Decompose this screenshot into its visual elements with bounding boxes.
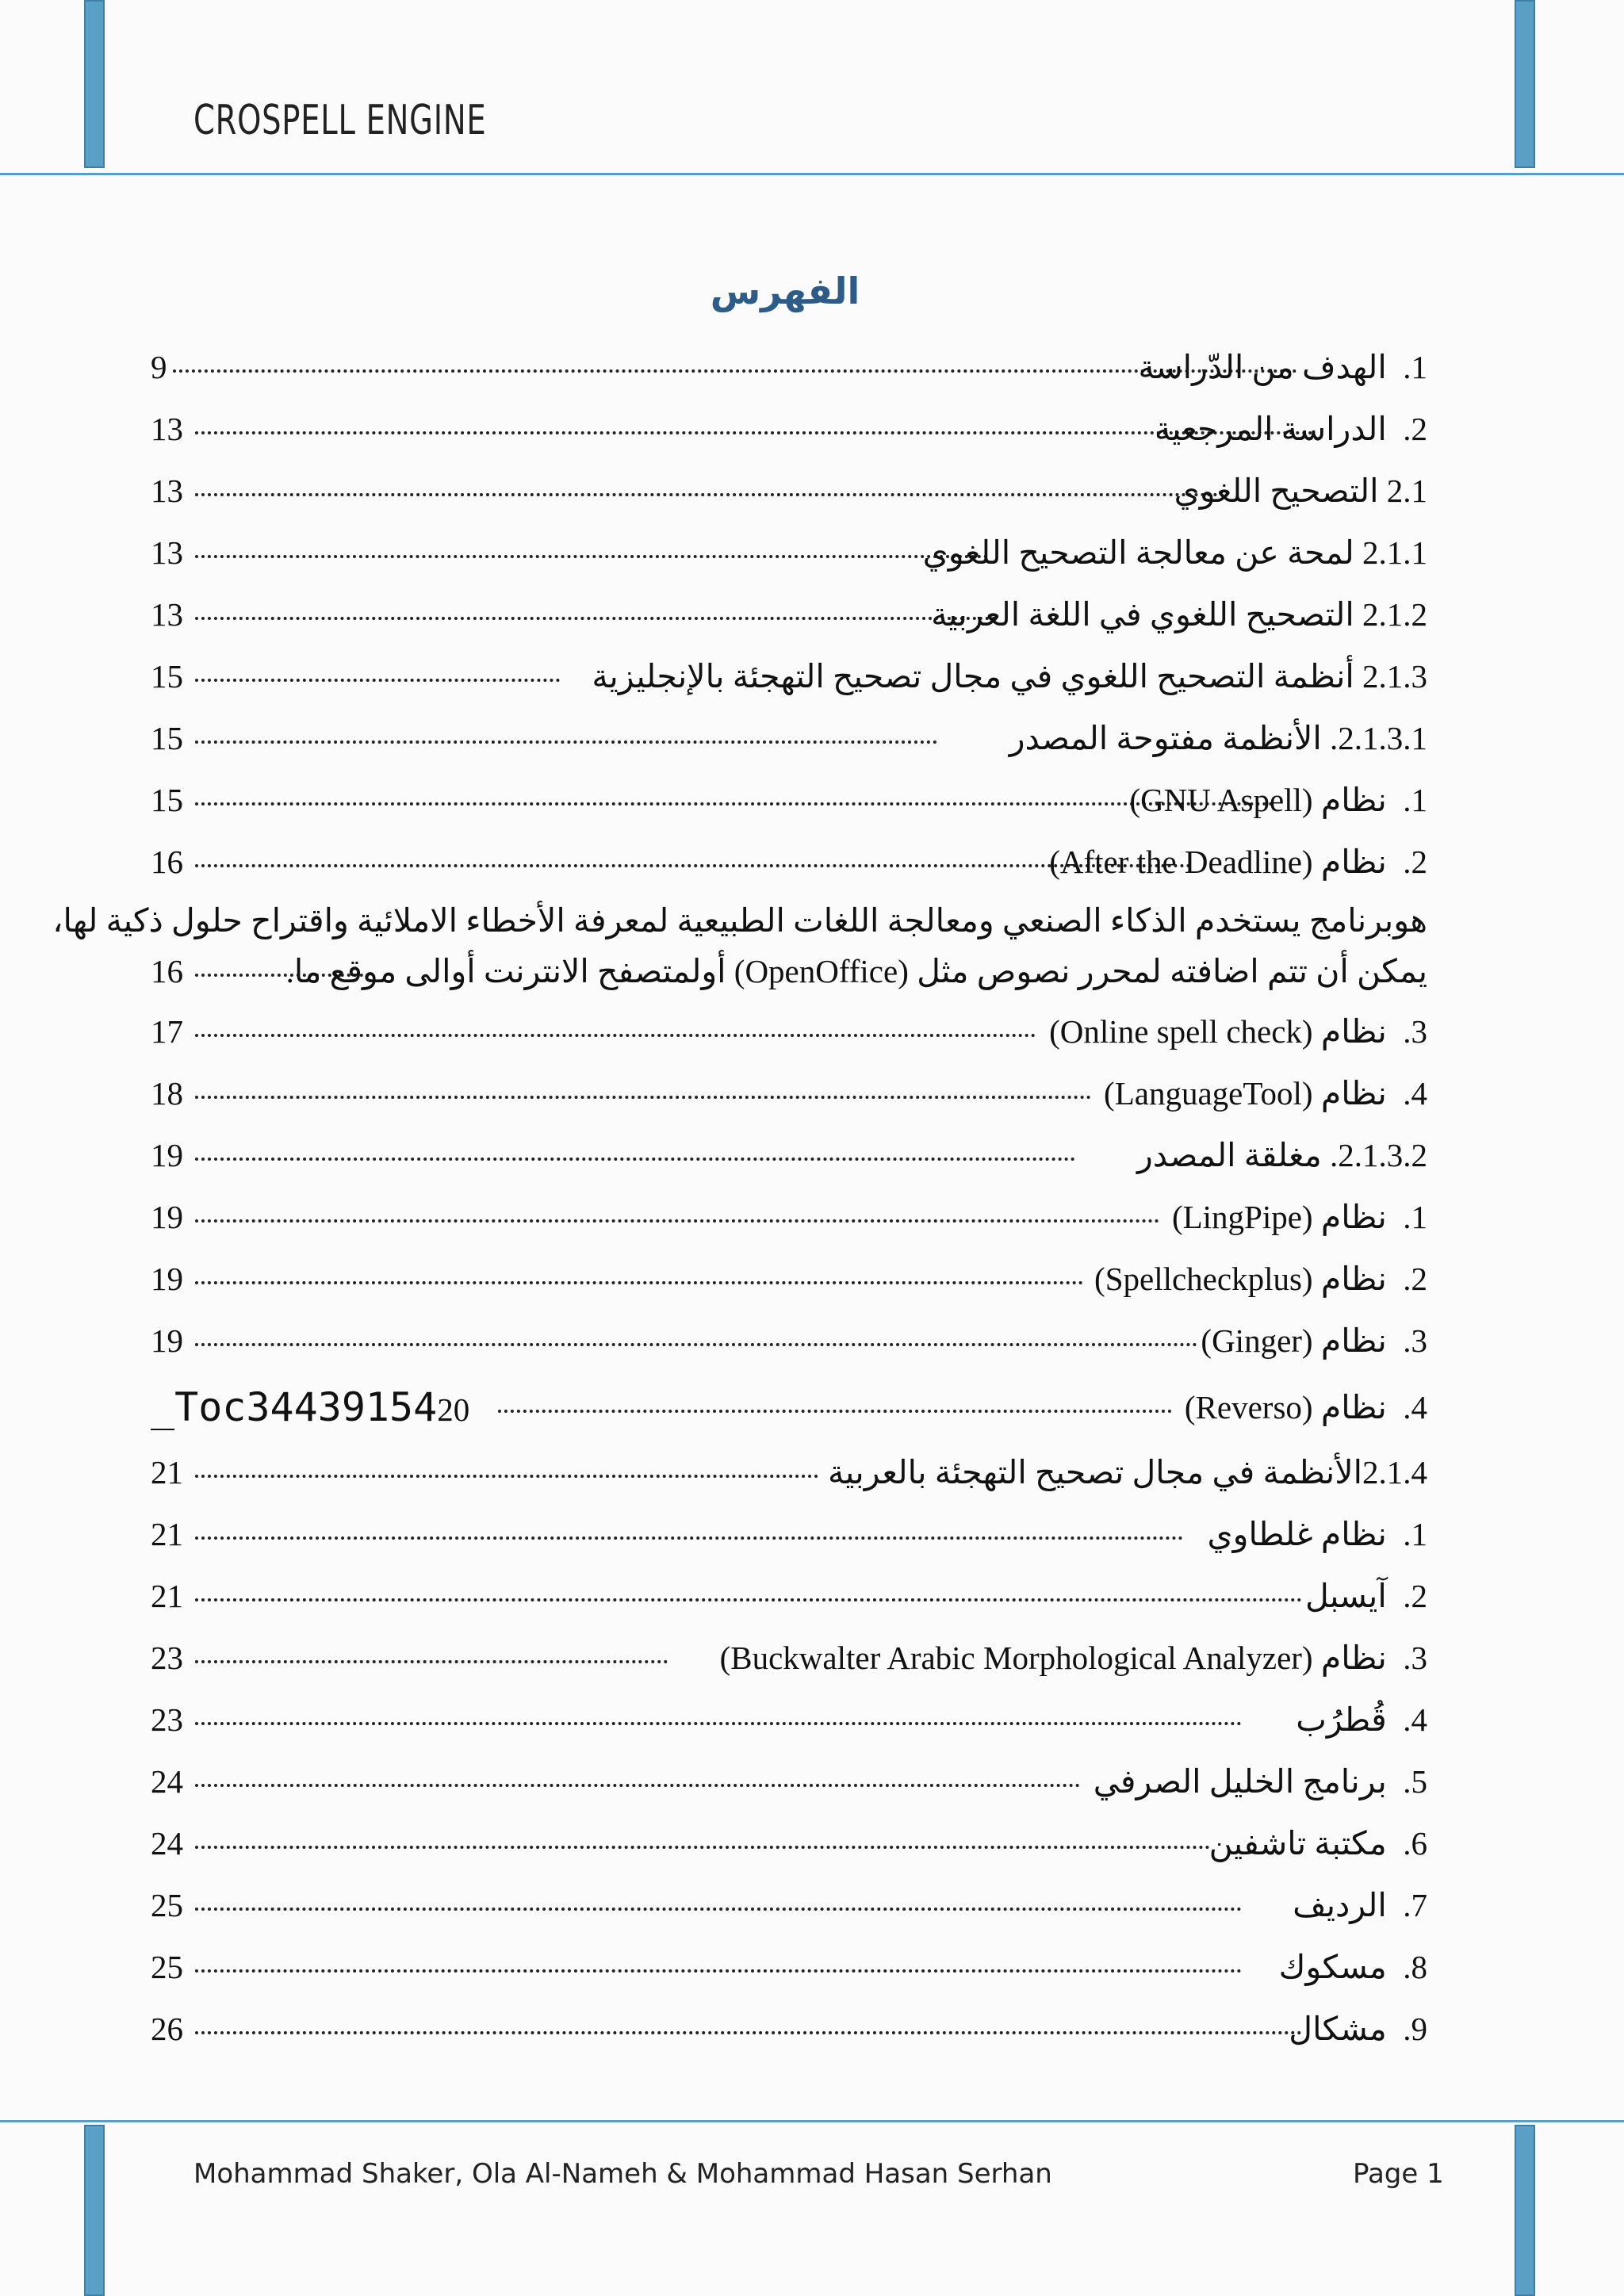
toc-page-number: 24: [151, 1763, 183, 1800]
toc-entry-text: 2. الدراسة المرجعية: [1154, 411, 1427, 447]
toc-entry-text: 2.1 التصحيح اللغوي: [1174, 473, 1427, 509]
footer-right-bar: [1515, 2125, 1535, 2296]
toc-entry[interactable]: [151, 1754, 1427, 1809]
toc-entry[interactable]: [151, 339, 1427, 395]
toc-entry[interactable]: [151, 525, 1427, 580]
toc-page-number: 16: [151, 844, 183, 880]
toc-entry-text: 8. مسكوك: [1278, 1949, 1427, 1985]
toc-page-number: 19: [151, 1137, 183, 1173]
toc-entry-text: 4. قُطرُب: [1296, 1701, 1427, 1738]
toc-page-number: 23: [151, 1701, 183, 1738]
toc-entry[interactable]: [151, 1877, 1427, 1933]
toc-entry-text: 1. الهدف من الدّراسة: [1138, 349, 1427, 385]
leader-dots: [195, 1598, 1302, 1601]
toc-page-number: 13: [151, 534, 183, 571]
toc-entry[interactable]: [151, 1004, 1427, 1059]
toc-entry[interactable]: [151, 1568, 1427, 1624]
toc-entry-text: 9. مشكال: [1289, 2011, 1427, 2047]
toc-entry[interactable]: [151, 587, 1427, 642]
toc-entry-text: 3. نظام (Ginger): [1201, 1322, 1427, 1359]
toc-entry[interactable]: [151, 1692, 1427, 1747]
toc-entry-text: 4. نظام (Reverso): [1184, 1389, 1427, 1425]
leader-dots: [195, 1034, 1036, 1037]
toc-entry-text: 2.1.3.2. مغلقة المصدر: [1137, 1137, 1427, 1173]
leader-dots: [195, 1281, 1083, 1284]
toc-entry-text: 2.1.2 التصحيح اللغوي في اللغة العربية: [931, 596, 1427, 633]
leader-dots: [195, 802, 1274, 806]
toc-page-number: 15: [151, 720, 183, 756]
toc-entry-text: 3. نظام (Buckwalter Arabic Morphological Analyzer): [719, 1640, 1427, 1676]
toc-page-number: 21: [151, 1454, 183, 1490]
footer-page-number: Page 1: [1353, 2158, 1444, 2190]
toc-entry[interactable]: [151, 1251, 1427, 1307]
toc-entry[interactable]: [151, 1939, 1427, 1995]
toc-entry[interactable]: [151, 834, 1427, 890]
leader-dots: [195, 2031, 1302, 2034]
leader-dots: [195, 1969, 1242, 1973]
toc-entry[interactable]: [151, 710, 1427, 766]
toc-entry[interactable]: [151, 1127, 1427, 1183]
toc-page-number: 25: [151, 1949, 183, 1985]
header-right-bar: [1515, 0, 1535, 168]
leader-dots: [195, 1343, 1197, 1346]
footer-authors: Mohammad Shaker, Ola Al-Nameh & Mohammad Hasan Serhan: [193, 2158, 1052, 2190]
toc-entry-text: 1. نظام غلطاوي: [1207, 1516, 1427, 1552]
toc-page-number: 17: [151, 1013, 183, 1050]
toc-page-number: 19: [151, 1261, 183, 1297]
toc-entry[interactable]: [151, 1816, 1427, 1871]
leader-dots: [195, 617, 996, 620]
toc-entry[interactable]: [151, 2001, 1427, 2057]
toc-entry[interactable]: [151, 1630, 1427, 1686]
toc-page-number: 9: [151, 349, 167, 385]
toc-title: الفهرس: [710, 270, 860, 312]
toc-page-number: 26: [151, 2011, 183, 2047]
toc-entry[interactable]: [151, 1445, 1427, 1500]
footer-rule: [0, 2120, 1624, 2122]
leader-dots: [195, 1096, 1091, 1099]
header-left-bar: [84, 0, 105, 168]
leader-dots: [195, 1660, 668, 1663]
toc-entry-text: 7. الرديف: [1293, 1887, 1427, 1923]
toc-entry-text: 3. نظام (Online spell check): [1049, 1013, 1427, 1050]
toc-page-number: 16: [151, 953, 183, 989]
toc-page-number: 19: [151, 1199, 183, 1235]
header-rule: [0, 173, 1624, 175]
leader-dots: [195, 1784, 1080, 1787]
toc-page-number: 19: [151, 1322, 183, 1359]
toc-page-number: 13: [151, 411, 183, 447]
leader-dots: [195, 1846, 1210, 1849]
leader-dots: [195, 493, 1218, 496]
toc-entry[interactable]: [151, 1313, 1427, 1368]
toc-field-code: _Toc34439154: [151, 1384, 438, 1430]
toc-page-number: 13: [151, 596, 183, 633]
toc-page-number: 13: [151, 473, 183, 509]
toc-entry-text: 2. نظام (Spellcheckplus): [1094, 1261, 1427, 1297]
leader-dots: [195, 431, 1313, 434]
toc-entry-text: 2.1.4الأنظمة في مجال تصحيح التهجئة بالعربية: [827, 1454, 1427, 1490]
system-description-line-1: هوبرنامج يستخدم الذكاء الصنعي ومعالجة اللغات الطبيعية لمعرفة الأخطاء الاملائية واقتراح حلول ذكية لها،: [52, 902, 1427, 939]
toc-entry-text: 1. نظام (GNU Aspell): [1129, 782, 1427, 818]
toc-entry[interactable]: [151, 463, 1427, 519]
toc-entry[interactable]: [151, 649, 1427, 704]
leader-dots: [195, 1536, 1183, 1540]
toc-entry-text: 2.1.3.1. الأنظمة مفتوحة المصدر: [1009, 720, 1427, 756]
toc-entry[interactable]: [151, 1506, 1427, 1562]
toc-page-number: 15: [151, 658, 183, 695]
toc-entry[interactable]: [151, 1066, 1427, 1121]
document-header-title: CROSPELL ENGINE: [193, 97, 487, 144]
toc-entry-text: 5. برنامج الخليل الصرفي: [1093, 1763, 1427, 1800]
footer-left-bar: [84, 2125, 105, 2296]
toc-entry-text: 2.1.1 لمحة عن معالجة التصحيح اللغوي: [922, 534, 1427, 571]
leader-dots: [195, 555, 988, 558]
leader-dots: [195, 740, 937, 744]
toc-page-number: 24: [151, 1825, 183, 1862]
toc-entry-text: 2.1.3 أنظمة التصحيح اللغوي في مجال تصحيح التهجئة بالإنجليزية: [592, 658, 1427, 695]
toc-entry[interactable]: [151, 943, 1427, 999]
system-description-line-2: يمكن أن تتم اضافته لمحرر نصوص مثل (OpenOffice) أولمتصفح الانترنت أوالى موقع ما.: [285, 953, 1427, 989]
toc-entry[interactable]: [151, 1380, 1427, 1435]
toc-entry-text: 2. نظام (After the Deadline): [1049, 844, 1427, 880]
toc-page-number: 23: [151, 1640, 183, 1676]
leader-dots: [195, 1908, 1242, 1911]
toc-entry-text: 4. نظام (LanguageTool): [1104, 1075, 1427, 1112]
toc-entry-text: 6. مكتبة تاشفين: [1208, 1825, 1427, 1862]
toc-page-number: 21: [151, 1578, 183, 1614]
leader-dots: [195, 1475, 818, 1478]
leader-dots: [195, 1219, 1159, 1223]
toc-entry[interactable]: [151, 401, 1427, 457]
leader-dots: [195, 1158, 1075, 1161]
leader-dots: [195, 679, 560, 682]
leader-dots: [195, 1722, 1242, 1725]
toc-entry[interactable]: [151, 772, 1427, 828]
toc-page-number: 21: [151, 1516, 183, 1552]
toc-page-number: _Toc3443915420: [151, 1384, 470, 1430]
toc-entry-text: 1. نظام (LingPipe): [1171, 1199, 1427, 1235]
leader-dots: [498, 1410, 1172, 1413]
toc-page-number: 18: [151, 1075, 183, 1112]
toc-page-number: 25: [151, 1887, 183, 1923]
leader-dots: [173, 369, 1297, 373]
toc-entry-text: 2. آيسبل: [1304, 1578, 1427, 1614]
toc-entry[interactable]: [151, 1189, 1427, 1245]
leader-dots: [195, 864, 1191, 867]
toc-page-number: 15: [151, 782, 183, 818]
